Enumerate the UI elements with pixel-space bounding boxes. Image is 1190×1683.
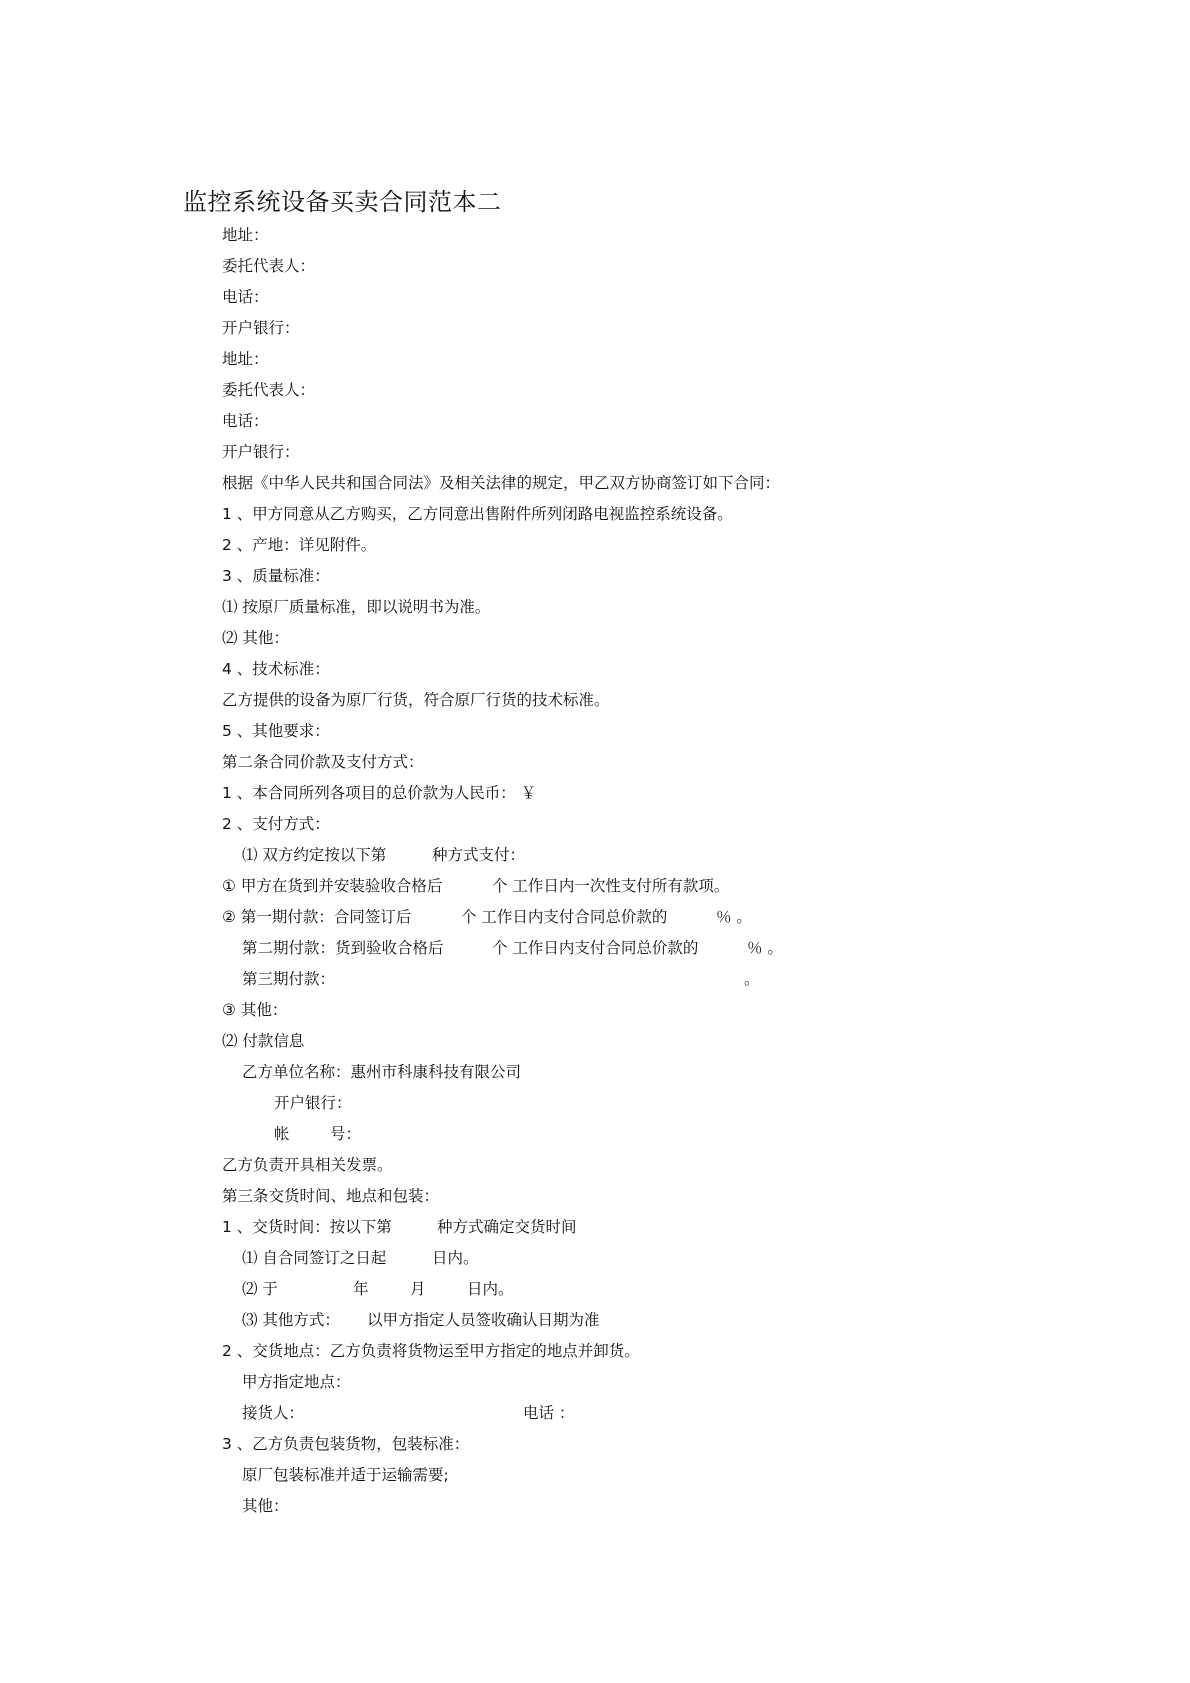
delivery-option-2-year: 年 [353, 1280, 369, 1298]
clause-1-4-text: 乙方提供的设备为原厂行货，符合原厂行货的技术标准。 [222, 691, 610, 709]
installment-2-prefix: 第二期付款：货到验收合格后 [242, 939, 444, 957]
delivery-time-prefix: 1 、交货时间：按以下第 [222, 1218, 392, 1236]
delivery-option-2-month: 月 [410, 1280, 426, 1298]
clause-2-2: 2 、支付方式： [222, 815, 330, 833]
party-b-representative: 委托代表人： [222, 381, 316, 399]
clause-1-3: 3 、质量标准： [222, 567, 330, 585]
delivery-time [0, 1216, 900, 1238]
article-3-heading: 第三条交货时间、地点和包装： [222, 1187, 440, 1205]
party-a-address: 地址： [222, 226, 269, 244]
delivery-option-1-prefix: ⑴ 自合同签订之日起 [242, 1249, 387, 1267]
receiver-phone-label: 电话 ： [523, 1404, 575, 1422]
delivery-option-1-suffix: 日内。 [432, 1249, 479, 1267]
payment-option-1 [0, 875, 900, 897]
party-b-company-name: 乙方单位名称：惠州市科康科技有限公司 [242, 1063, 522, 1081]
installment-2-middle: 个 工作日内支付合同总价款的 [492, 939, 699, 957]
packaging-other: 其他： [242, 1497, 289, 1515]
installment-3-period: 。 [744, 970, 760, 988]
invoice-note: 乙方负责开具相关发票。 [222, 1156, 393, 1174]
delivery-option-2 [0, 1278, 900, 1300]
clause-2-1: 1 、本合同所列各项目的总价款为人民币： ￥ [222, 784, 537, 802]
delivery-location: 2 、交货地点：乙方负责将货物运至甲方指定的地点并卸货。 [222, 1342, 640, 1360]
party-a-phone: 电话： [222, 288, 269, 306]
clause-1-4: 4 、技术标准： [222, 660, 330, 678]
receiver-label: 接货人： [242, 1404, 305, 1422]
payment-option-3: ③ 其他： [222, 1001, 288, 1019]
payment-info-heading: ⑵ 付款信息 [222, 1032, 305, 1050]
packaging-clause: 3 、乙方负责包装货物，包装标准： [222, 1435, 470, 1453]
payment-method-choice-prefix: ⑴ 双方约定按以下第 [242, 846, 387, 864]
party-a-representative: 委托代表人： [222, 257, 316, 275]
delivery-option-1 [0, 1247, 900, 1269]
payment-method-choice [0, 844, 900, 866]
installment-2-percent: ％ 。 [747, 939, 783, 957]
clause-1-5: 5 、其他要求： [222, 722, 330, 740]
document-title: 监控系统设备买卖合同范本二 [183, 188, 502, 216]
delivery-option-2-prefix: ⑵ 于 [242, 1280, 278, 1298]
delivery-option-2-day: 日内。 [467, 1280, 514, 1298]
party-b-account-number [0, 1123, 900, 1145]
clause-1-1: 1 、甲方同意从乙方购买，乙方同意出售附件所列闭路电视监控系统设备。 [222, 505, 733, 523]
preamble: 根据《中华人民共和国合同法》及相关法律的规定，甲乙双方协商签订如下合同： [222, 474, 781, 492]
clause-1-3-2: ⑵ 其他： [222, 629, 289, 647]
party-b-phone: 电话： [222, 412, 269, 430]
party-b-address: 地址： [222, 350, 269, 368]
payment-installment-2 [0, 937, 900, 959]
designated-location: 甲方指定地点： [242, 1373, 351, 1391]
delivery-option-3-suffix: 以甲方指定人员签收确认日期为准 [367, 1311, 600, 1329]
article-2-heading: 第二条合同价款及支付方式： [222, 753, 424, 771]
delivery-time-suffix: 种方式确定交货时间 [437, 1218, 577, 1236]
payment-installment-3 [0, 968, 900, 990]
receiver-line [0, 1402, 900, 1424]
payment-method-choice-suffix: 种方式支付： [432, 846, 526, 864]
clause-1-3-1: ⑴ 按原厂质量标准，即以说明书为准。 [222, 598, 491, 616]
party-b-bank-account-bank: 开户银行： [274, 1094, 352, 1112]
installment-1-prefix: ② 第一期付款：合同签订后 [222, 908, 412, 926]
party-a-bank: 开户银行： [222, 319, 300, 337]
installment-3-prefix: 第三期付款： [242, 970, 336, 988]
clause-1-2: 2 、产地：详见附件。 [222, 536, 377, 554]
payment-installment-1 [0, 906, 900, 928]
installment-1-middle: 个 工作日内支付合同总价款的 [461, 908, 668, 926]
delivery-option-3 [0, 1309, 900, 1331]
payment-option-1-prefix: ① 甲方在货到并安装验收合格后 [222, 877, 443, 895]
payment-option-1-suffix: 个 工作日内一次性支付所有款项。 [492, 877, 730, 895]
packaging-standard: 原厂包装标准并适于运输需要; [242, 1466, 449, 1484]
account-label-char-1: 帐 [274, 1125, 290, 1143]
account-label-char-2: 号： [330, 1125, 362, 1143]
delivery-option-3-prefix: ⑶ 其他方式： [242, 1311, 340, 1329]
party-b-bank: 开户银行： [222, 443, 300, 461]
installment-1-percent: ％ 。 [716, 908, 752, 926]
